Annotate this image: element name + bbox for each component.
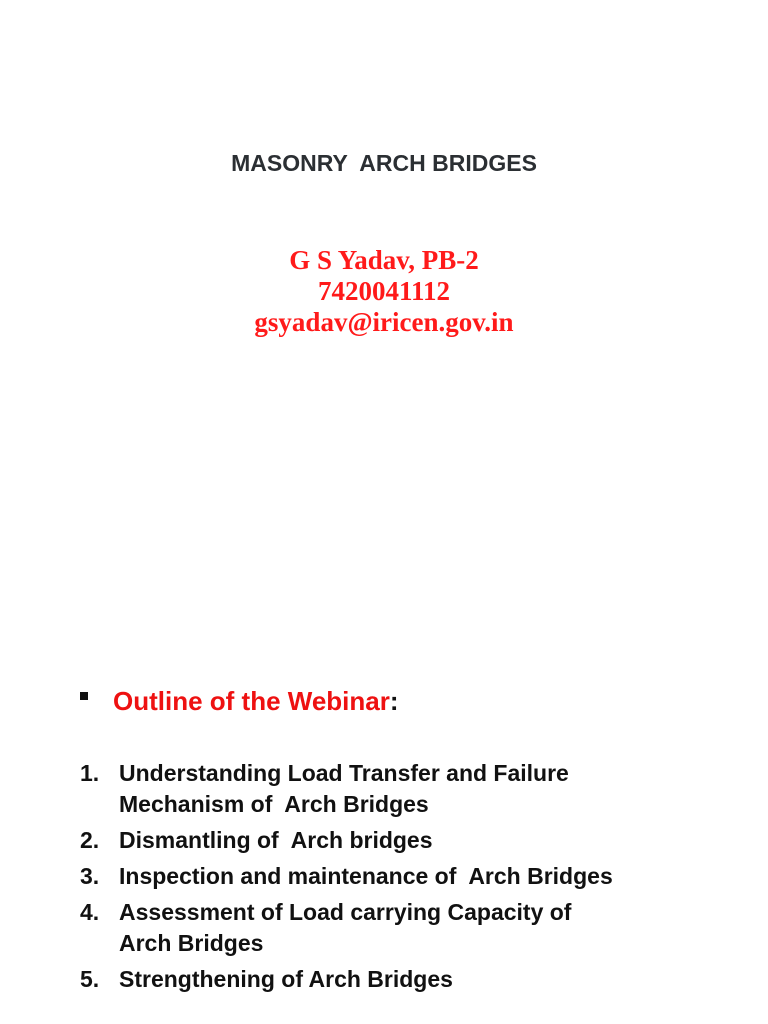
list-item: [80, 964, 720, 995]
list-item-number: 1.: [80, 760, 100, 786]
author-email: gsyadav@iricen.gov.in: [254, 307, 514, 337]
outline-heading-colon: :: [389, 686, 399, 716]
author-block: [0, 245, 768, 338]
list-item-number: 2.: [80, 827, 100, 853]
list-item: [80, 758, 720, 820]
list-item-text: Understanding Load Transfer and Failure Mechanism of Arch Bridges: [119, 760, 569, 817]
list-item-number: 4.: [80, 899, 100, 925]
outline-heading-text: Outline of the Webinar: [113, 686, 390, 716]
list-item-number: 3.: [80, 863, 100, 889]
author-name: G S Yadav, PB-2: [289, 245, 479, 275]
square-bullet-icon: [80, 692, 88, 700]
author-phone: 7420041112: [317, 276, 451, 306]
page-title: MASONRY ARCH BRIDGES: [231, 150, 537, 176]
list-item-number: 5.: [80, 966, 100, 992]
list-item: [80, 825, 720, 856]
list-item-text: Inspection and maintenance of Arch Bridges: [119, 863, 613, 889]
list-item-text: Dismantling of Arch bridges: [119, 827, 433, 853]
outline-list: [80, 758, 720, 1000]
list-item-text: Assessment of Load carrying Capacity of Arch Bridges: [119, 899, 572, 956]
list-item-text: Strengthening of Arch Bridges: [119, 966, 453, 992]
list-item: [80, 861, 720, 892]
list-item: [80, 897, 720, 959]
outline-heading: [80, 686, 399, 717]
